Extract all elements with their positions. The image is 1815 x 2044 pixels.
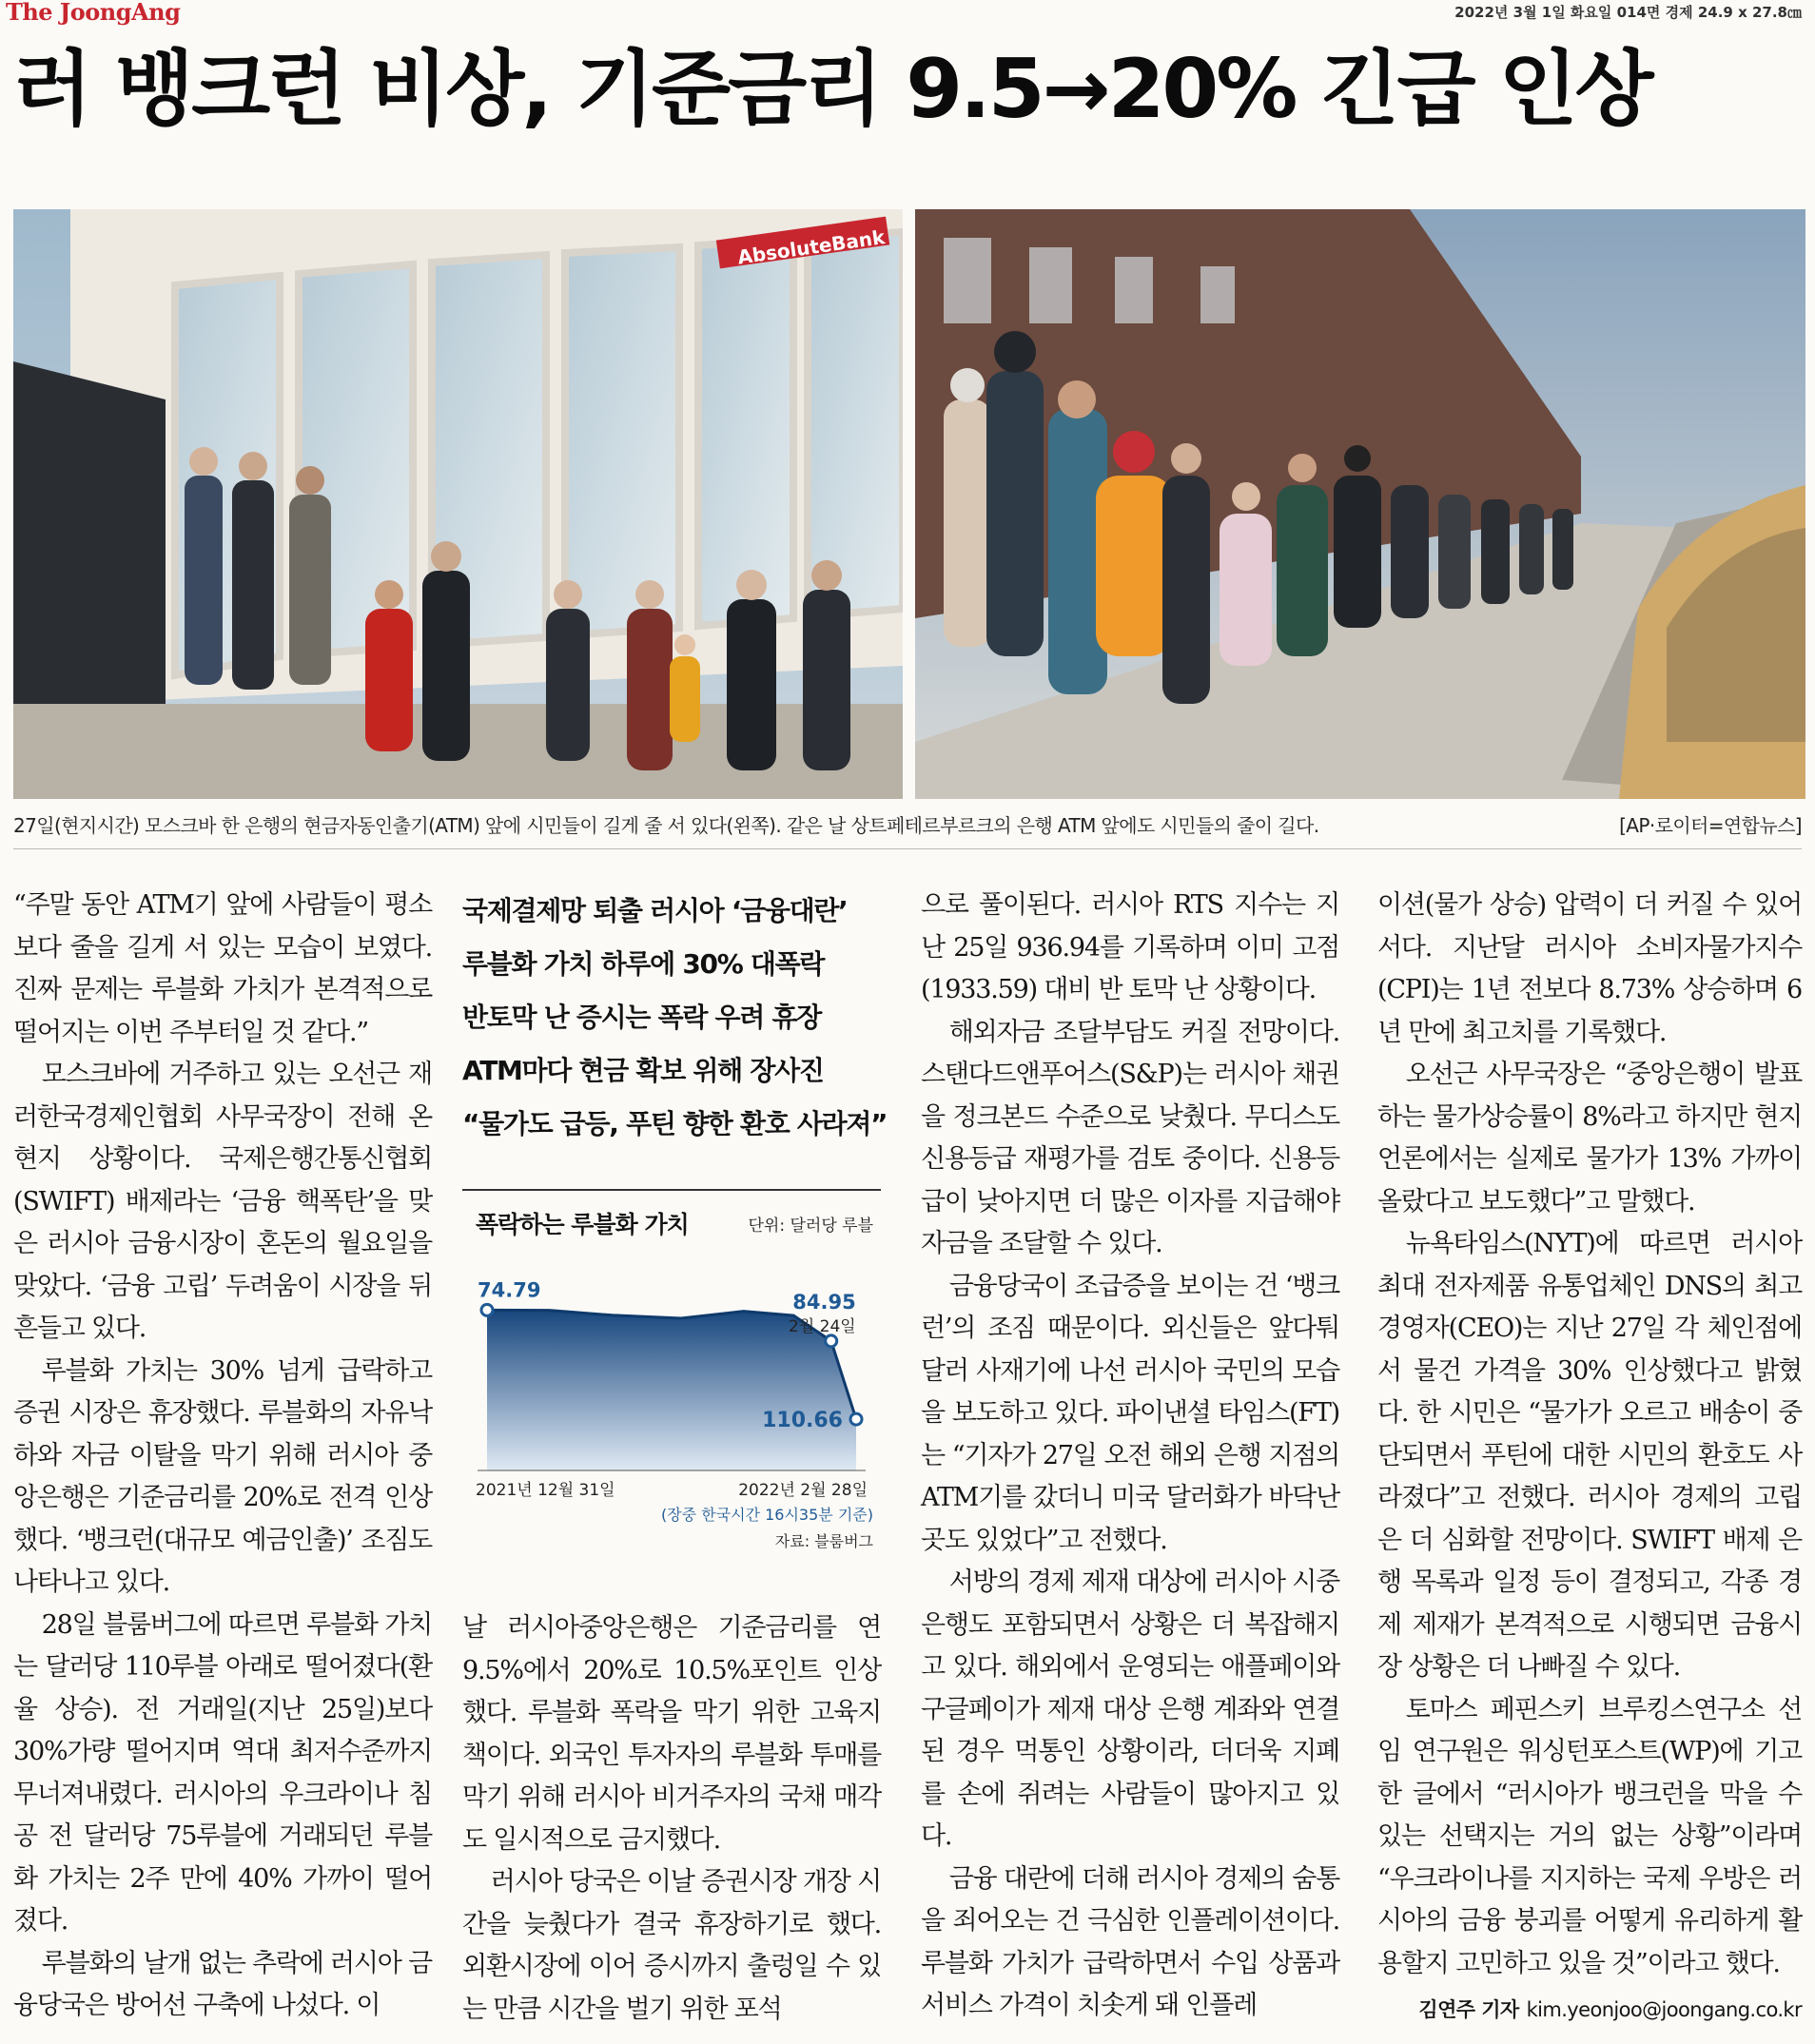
paragraph: 루블화의 날개 없는 추락에 러시아 금융당국은 방어선 구축에 나섰다. 이 [13, 1948, 432, 2020]
chart-data-label: 74.79 [478, 1278, 541, 1302]
chart-data-label: 110.66 [762, 1409, 843, 1433]
paragraph: 루블화 가치는 30% 넘게 급락하고 증권 시장은 휴장했다. 루블화의 자유낙하와 자금 이탈을 막기 위해 러시아 중앙은행은 기준금리를 20%로 전격 인상했다. ‘뱅크런(대규모 예금인출)’ 조짐도 나타나고 있다. [13, 1355, 432, 1597]
chart-point [850, 1413, 862, 1425]
chart-unit: 단위: 달러당 루블 [748, 1217, 873, 1236]
photo-caption [13, 810, 1802, 837]
paragraph: 금융당국이 조급증을 보이는 건 ‘뱅크런’의 조짐 때문이다. 외신들은 앞다퉈 달러 사재기에 나선 러시아 국민의 모습을 보도하고 있다. 파이낸셜 타임스(FT)는 “기자가 27일 오전 해외 은행 지점의 ATM기를 갔더니 미국 달러화가 바닥난 곳도 있었다”고 전했다. [921, 1271, 1339, 1555]
chart-x-tick-label: 2022년 2월 28일 [738, 1481, 868, 1499]
chart-point [826, 1335, 837, 1347]
chart-source: 자료: 블룸버그 [774, 1532, 873, 1550]
paragraph: 으로 풀이된다. 러시아 RTS 지수는 지난 25일 936.94를 기록하며 이미 고점(1933.59) 대비 반 토막 난 상황이다. [921, 890, 1339, 1004]
subheadlines [462, 885, 888, 1151]
chart-x-tick-label: 2021년 12월 31일 [476, 1481, 615, 1499]
paragraph: 해외자금 조달부담도 커질 전망이다. 스탠다드앤푸어스(S&P)는 러시아 채권을 정크본드 수준으로 낮췄다. 무디스도 신용등급 재평가를 검토 중이다. 신용등급이 낮아지면 더 많은 이자를 지급해야 자금을 조달할 수 있다. [921, 1017, 1339, 1258]
subheadline: 루블화 가치 하루에 30% 대폭락 [462, 948, 825, 980]
subheadline: 반토막 난 증시는 폭락 우려 휴장 [462, 1002, 821, 1033]
caption-text: 27일(현지시간) 모스크바 한 은행의 현금자동인출기(ATM) 앞에 시민들이 길게 줄 서 있다(왼쪽). 같은 날 상트페테르부르크의 은행 ATM 앞에도 시민들의 줄이 길다. [13, 814, 1319, 837]
ruble-chart [462, 1189, 881, 1560]
chart-title: 폭락하는 루블화 가치 [476, 1211, 689, 1238]
article-column-1 [13, 885, 432, 2028]
paragraph: 28일 블룸버그에 따르면 루블화 가치는 달러당 110루블 아래로 떨어졌다(환율 상승). 전 거래일(지난 25일)보다 30%가량 떨어지며 역대 최저수준까지 무너져내렸다. 러시아의 우크라이나 침공 전 달러당 75루블에 거래되던 루블화 가치는 2주 만에 40% 가까이 떨어졌다. [13, 1609, 432, 1936]
bank-sign-text: AbsoluteBank [735, 225, 887, 269]
subheadline: 국제결제망 퇴출 러시아 ‘금융대란’ [462, 895, 848, 926]
paragraph: 러시아 당국은 이날 증권시장 개장 시간을 늦췄다가 결국 휴장하기로 했다. 외환시장에 이어 증시까지 출렁일 수 있는 만큼 시간을 벌기 위한 포석 [462, 1867, 881, 2024]
photo-moscow-atm-queue [13, 209, 903, 799]
chart-point [481, 1304, 493, 1315]
newspaper-logo: The JoongAng [6, 0, 181, 26]
chart-note: (장중 한국시간 16시35분 기준) [660, 1506, 873, 1524]
masthead [0, 0, 1815, 27]
section-divider [13, 848, 1802, 849]
paragraph: 뉴욕타임스(NYT)에 따르면 러시아 최대 전자제품 유통업체인 DNS의 최고경영자(CEO)는 지난 27일 각 체인점에서 물건 가격을 30% 인상했다고 밝혔다. 한 시민은 “물가가 오르고 배송이 중단되면서 푸틴에 대한 시민의 환호도 사라졌다”고 전했다. 러시아 경제의 고립은 더 심화할 전망이다. SWIFT 배제 은행 목록과 일정 등이 결정되고, 각종 경제 제재가 본격적으로 시행되면 금융시장 상황은 더 나빠질 수 있다. [1377, 1229, 1802, 1682]
byline-name: 김연주 기자 [1418, 1998, 1519, 2021]
byline [1377, 1989, 1802, 2032]
byline-email: kim.yeonjoo@joongang.co.kr [1526, 1998, 1802, 2021]
chart-data-sublabel: 2월 24일 [788, 1316, 856, 1336]
paragraph: 금융 대란에 더해 러시아 경제의 숨통을 죄어오는 건 극심한 인플레이션이다. 루블화 가치가 급락하면서 수입 상품과 서비스 가격이 치솟게 돼 인플레 [921, 1863, 1339, 2020]
photo-st-petersburg-atm-queue [915, 209, 1805, 799]
photo-credit: [AP·로이터=연합뉴스] [1619, 814, 1802, 837]
paragraph: 서방의 경제 제재 대상에 러시아 시중은행도 포함되면서 상황은 더 복잡해지고 있다. 해외에서 운영되는 애플페이와 구글페이가 제재 대상 은행 계좌와 연결된 경우 먹통인 상황이라, 더더욱 지폐를 손에 쥐려는 사람들이 많아지고 있다. [921, 1567, 1339, 1851]
paragraph: “주말 동안 ATM기 앞에 사람들이 평소보다 줄을 길게 서 있는 모습이 보였다. 진짜 문제는 루블화 가치가 본격적으로 떨어지는 이번 주부터일 것 같다.” [13, 890, 432, 1047]
article-column-3 [921, 885, 1339, 2028]
article-column-2 [462, 1607, 881, 2031]
dateline: 2022년 3월 1일 화요일 014면 경제 24.9 x 27.8㎝ [1454, 4, 1802, 21]
paragraph: 모스크바에 거주하고 있는 오선근 재러한국경제인협회 사무국장이 전해 온 현지 상황이다. 국제은행간통신협회(SWIFT) 배제라는 ‘금융 핵폭탄’을 맞은 러시아 금융시장이 혼돈의 월요일을 맞았다. ‘금융 고립’ 두려움이 시장을 뒤흔들고 있다. [13, 1060, 432, 1343]
article-column-4 [1377, 885, 1802, 2032]
paragraph: 이션(물가 상승) 압력이 더 커질 수 있어서다. 지난달 러시아 소비자물가지수(CPI)는 1년 전보다 8.73% 상승하며 6년 만에 최고치를 기록했다. [1377, 890, 1802, 1047]
headline: 러 뱅크런 비상, 기준금리 9.5→20% 긴급 인상 [13, 42, 1651, 137]
chart-top-rule [462, 1189, 881, 1191]
paragraph: 오선근 사무국장은 “중앙은행이 발표하는 물가상승률이 8%라고 하지만 현지 언론에서는 실제로 물가가 13% 가까이 올랐다고 보도했다”고 말했다. [1377, 1060, 1802, 1217]
paragraph: 토마스 페핀스키 브루킹스연구소 선임 연구원은 워싱턴포스트(WP)에 기고한 글에서 “러시아가 뱅크런을 막을 수 있는 선택지는 거의 없는 상황”이라며 “우크라이나를 지지하는 국제 우방은 러시아의 금융 붕괴를 어떻게 유리하게 활용할지 고민하고 있을 것”이라고 했다. [1377, 1694, 1802, 1978]
subheadline: ATM마다 현금 확보 위해 장사진 [462, 1055, 824, 1086]
subheadline: “물가도 급등, 푸틴 향한 환호 사라져” [462, 1108, 888, 1139]
paragraph: 날 러시아중앙은행은 기준금리를 연 9.5%에서 20%로 10.5%포인트 인상했다. 루블화 폭락을 막기 위한 고육지책이다. 외국인 투자자의 루블화 투매를 막기 위해 러시아 비거주자의 국채 매각도 일시적으로 금지했다. [462, 1613, 881, 1855]
chart-data-label: 84.95 [792, 1290, 856, 1314]
chart-plot [462, 1242, 881, 1499]
